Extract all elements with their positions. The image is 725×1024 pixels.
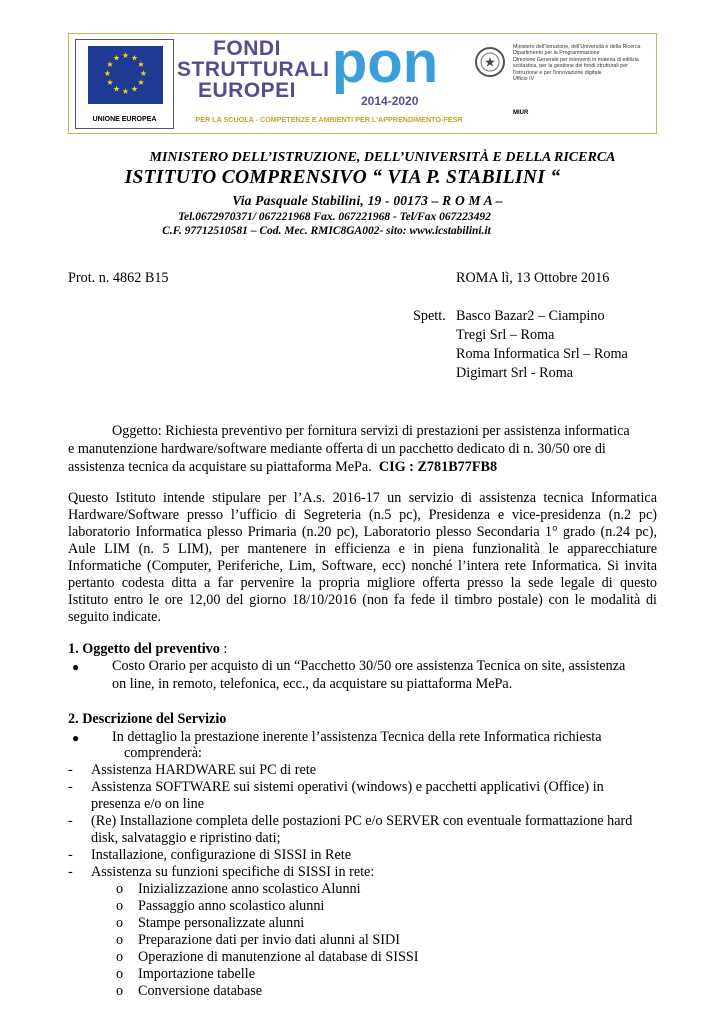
circle-bullet: o: [116, 983, 124, 999]
pon-subtitle: PER LA SCUOLA - COMPETENZE E AMBIENTI PER L'APPRENDIMENTO-FESR: [195, 115, 463, 124]
svg-text:★: ★: [103, 69, 112, 78]
service-item: Assistenza SOFTWARE sui sistemi operativi (windows) e pacchetti applicativi (Office) in: [91, 779, 604, 795]
circle-bullet: o: [116, 881, 124, 897]
svg-text:★: ★: [137, 78, 145, 87]
fondi-strutturali-logo: [177, 37, 330, 102]
svg-text:★: ★: [121, 51, 130, 60]
miur-line: Direzione Generale per interventi in materia di edilizia: [513, 56, 639, 63]
fondi-line: EUROPEI: [197, 79, 297, 102]
bullet-icon: ●: [72, 731, 80, 745]
intro-line: Hardware/Software presso l’ufficio di Segreteria (n.5 pc), Presidenza e vice-presidenza (n.2 pc): [68, 507, 657, 523]
section-1-suffix: :: [219, 641, 228, 657]
subject-text: assistenza tecnica da acquistare su piattaforma MePa.: [68, 459, 372, 475]
circle-bullet: o: [116, 932, 124, 948]
section-2-bullet-line: comprenderà:: [124, 745, 202, 761]
intro-line: Istituto entro le ore 12,00 del giorno 18/10/2016 (non fa fede il timbro postale) con le modalità di: [68, 592, 657, 608]
service-item: (Re) Installazione completa delle postazioni PC e/o SERVER con eventuale formattazione hard: [91, 813, 633, 829]
intro-line: laboratorio Informatica plesso Primaria (n.20 pc), Laboratorio plesso Secondaria 1° grado (n.24 pc),: [68, 524, 657, 540]
intro-line: Informatiche (Computer, Periferiche, Lim, Software, ecc) nonché l’intera rete Informatica. Si invita: [68, 558, 657, 574]
sissi-function: Conversione database: [138, 983, 263, 999]
eu-logo: [75, 39, 174, 129]
sissi-function: Passaggio anno scolastico alunni: [138, 898, 325, 914]
service-item: Assistenza HARDWARE sui PC di rete: [91, 762, 317, 778]
bullet-icon: ●: [72, 660, 80, 674]
eu-flag-icon: [88, 46, 163, 104]
school-address: Via Pasquale Stabilini, 19 - 00173 – R O M A –: [232, 193, 503, 208]
subject-line: e manutenzione hardware/software mediante offerta di un pacchetto dedicato di n. 30/50 ore di: [68, 441, 606, 457]
section-2-title: 2. Descrizione del Servizio: [68, 711, 227, 727]
section-2-bullet-line: In dettaglio la prestazione inerente l’assistenza Tecnica della rete Informatica richiesta: [112, 729, 602, 745]
dash-bullet: -: [68, 762, 73, 778]
eu-label: UNIONE EUROPEA: [92, 116, 157, 123]
subject-line: [68, 459, 497, 476]
service-item: Assistenza su funzioni specifiche di SISSI in rete:: [91, 864, 375, 880]
ministry-title: MINISTERO DELL’ISTRUZIONE, DELL’UNIVERSITÀ E DELLA RICERCA: [149, 150, 616, 165]
subject-line: Oggetto: Richiesta preventivo per fornitura servizi di prestazioni per assistenza informatica: [112, 423, 630, 439]
svg-text:★: ★: [139, 69, 148, 78]
recipients-label: Spett.: [413, 308, 446, 324]
italian-republic-emblem-icon: [474, 46, 506, 78]
service-item-cont: presenza e/o on line: [91, 796, 205, 812]
dash-bullet: -: [68, 864, 73, 880]
miur-line: l'istruzione e per l'innovazione digitale: [513, 69, 602, 76]
letter-date: ROMA lì, 13 Ottobre 2016: [456, 270, 610, 286]
service-item: Installazione, configurazione di SISSI in Rete: [91, 847, 352, 863]
svg-text:★: ★: [112, 53, 121, 63]
recipient: Digimart Srl - Roma: [456, 365, 574, 381]
miur-text: [513, 44, 653, 82]
intro-line: Questo Istituto intende stipulare per l’A.s. 2016-17 un servizio di assistenza tecnica Informatica: [68, 490, 657, 506]
svg-text:★: ★: [137, 60, 145, 69]
section-1-heading: [68, 641, 227, 658]
section-1-bullet-line: Costo Orario per acquisto di un “Pacchetto 30/50 ore assistenza Tecnica on site, assistenza: [112, 658, 626, 674]
pon-logo: pon: [331, 30, 439, 95]
school-phones: Tel.0672970371/ 067221968 Fax. 067221968 - Tel/Fax 067223492: [178, 211, 491, 223]
recipient: Roma Informatica Srl – Roma: [456, 346, 628, 362]
circle-bullet: o: [116, 915, 124, 931]
sissi-function: Importazione tabelle: [138, 966, 255, 982]
cig-code: CIG : Z781B77FB8: [378, 459, 498, 475]
section-1-title: 1. Oggetto del preventivo: [68, 641, 220, 657]
miur-line: Ufficio IV: [513, 76, 535, 83]
sissi-function: Operazione di manutenzione al database di SISSI: [138, 949, 419, 965]
svg-text:★: ★: [130, 53, 139, 63]
miur-label: MIUR: [513, 110, 529, 116]
fondi-line: FONDI: [213, 37, 281, 60]
section-1-bullet-line: on line, in remoto, telefonica, ecc., da acquistare su piattaforma MePa.: [112, 676, 513, 692]
intro-line: Aule LIM (n. 5 LIM), per mantenere in efficienza e in piena funzionalità le apparecchiature: [68, 541, 657, 557]
miur-line: Dipartimento per la Programmazione: [513, 50, 600, 57]
svg-text:★: ★: [106, 60, 114, 69]
sissi-function: Inizializzazione anno scolastico Alunni: [138, 881, 361, 897]
intro-paragraph: [68, 490, 657, 626]
circle-bullet: o: [116, 966, 124, 982]
dash-bullet: -: [68, 779, 73, 795]
sissi-function: Stampe personalizzate alunni: [138, 915, 305, 931]
service-item-cont: disk, salvataggio e ripristino dati;: [91, 830, 281, 846]
fondi-line: STRUTTURALI: [177, 58, 330, 81]
circle-bullet: o: [116, 949, 124, 965]
svg-text:★: ★: [106, 78, 114, 87]
school-codes: C.F. 97712510581 – Cod. Mec. RMIC8GA002- sito: www.icstabilini.it: [162, 225, 491, 237]
miur-line: scolastica, per la gestione dei fondi strutturali per: [513, 63, 628, 70]
recipient: Tregi Srl – Roma: [456, 327, 555, 343]
dash-bullet: -: [68, 847, 73, 863]
pon-years: 2014-2020: [361, 94, 419, 108]
miur-line: Ministero dell'Istruzione, dell'Università e della Ricerca: [513, 44, 641, 50]
svg-text:★: ★: [130, 84, 139, 94]
dash-bullet: -: [68, 813, 73, 829]
svg-text:★: ★: [484, 55, 496, 71]
protocol-number: Prot. n. 4862 B15: [68, 270, 169, 286]
circle-bullet: o: [116, 898, 124, 914]
svg-text:★: ★: [121, 87, 130, 96]
intro-line: pertanto codesta ditta a far pervenire la propria migliore offerta presso la sede legale di questo: [68, 575, 657, 591]
recipient: Basco Bazar2 – Ciampino: [456, 308, 605, 324]
school-name: ISTITUTO COMPRENSIVO “ VIA P. STABILINI “: [124, 167, 561, 188]
header-banner: [68, 30, 657, 134]
sissi-function: Preparazione dati per invio dati alunni al SIDI: [138, 932, 400, 948]
svg-text:★: ★: [112, 84, 121, 94]
intro-line: seguito indicate.: [68, 609, 161, 625]
